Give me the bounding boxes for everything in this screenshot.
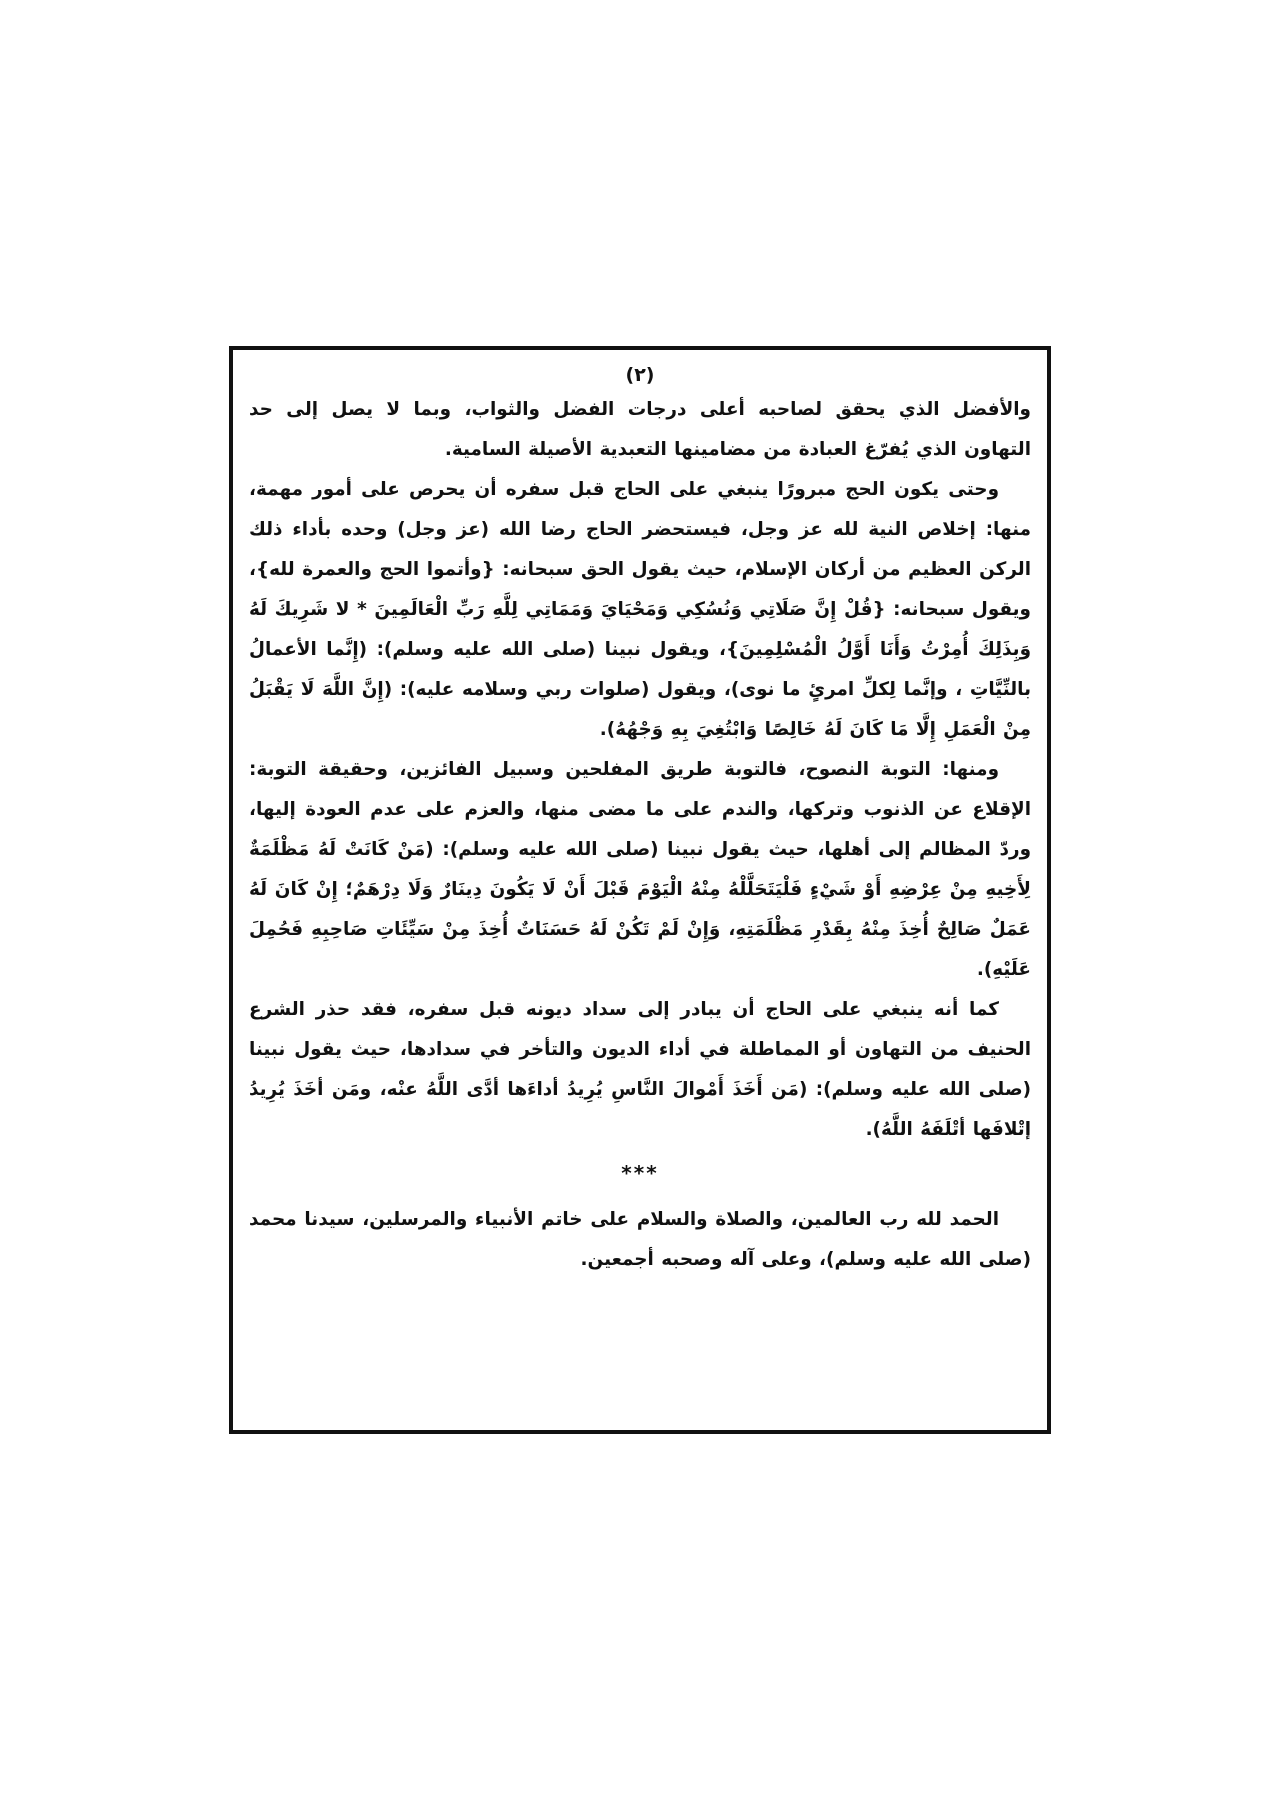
paragraph-repentance: ومنها: التوبة النصوح، فالتوبة طريق المفلحين وسبيل الفائزين، وحقيقة التوبة: الإقلاع عن الذنوب وتركها، والندم على ما مضى منها، والعزم على عدم العودة إليها، وردّ المظالم إلى أهلها، حيث يقول نبينا (صلى الله عليه وسلم): (مَنْ كَانَتْ لَهُ مَظْلَمَةٌ لِأَخِيهِ مِنْ عِرْضِهِ أَوْ شَيْءٍ فَلْيَتَحَلَّلْهُ مِنْهُ الْيَوْمَ قَبْلَ أَنْ لَا يَكُونَ دِينَارٌ وَلَا دِرْهَمٌ؛ إِنْ كَانَ لَهُ عَمَلٌ صَالِحٌ أُخِذَ مِنْهُ بِقَدْرِ مَظْلَمَتِهِ، وَإِنْ لَمْ تَكُنْ لَهُ حَسَنَاتٌ أُخِذَ مِنْ سَيِّئَاتِ صَاحِبِهِ فَحُمِلَ عَلَيْهِ). <box>249 759 1031 980</box>
paragraph-intention: وحتى يكون الحج مبرورًا ينبغي على الحاج قبل سفره أن يحرص على أمور مهمة، منها: إخلاص النية لله عز وجل، فيستحضر الحاج رضا الله (عز وجل) وحده بأداء ذلك الركن العظيم من أركان الإسلام، حيث يقول الحق سبحانه: {وأتموا الحج والعمرة لله}، ويقول سبحانه: {قُلْ إِنَّ صَلَاتِي وَنُسُكِي وَمَحْيَايَ وَمَمَاتِي لِلَّهِ رَبِّ الْعَالَمِينَ * لا شَرِيكَ لَهُ وَبِذَلِكَ أُمِرْتُ وَأَنَا أَوَّلُ الْمُسْلِمِينَ}، ويقول نبينا (صلى الله عليه وسلم): (إِنَّما الأعمالُ بالنِّيَّاتِ ، وإنَّما لِكلِّ امرئٍ ما نوى)، ويقول (صلوات ربي وسلامه عليه): (إِنَّ اللَّهَ لَا يَقْبَلُ مِنْ الْعَمَلِ إِلَّا مَا كَانَ لَهُ خَالِصًا وَابْتُغِيَ بِهِ وَجْهُهُ). <box>249 479 1031 740</box>
paragraph-debts: كما أنه ينبغي على الحاج أن يبادر إلى سداد ديونه قبل سفره، فقد حذر الشرع الحنيف من التهاون أو المماطلة في أداء الديون والتأخر في سدادها، حيث يقول نبينا (صلى الله عليه وسلم): (مَن أَخَذَ أَمْوالَ النَّاسِ يُرِيدُ أداءَها أدَّى اللَّهُ عنْه، ومَن أخَذَ يُرِيدُ إتْلافَها أتْلَفَهُ اللَّهُ). <box>249 999 1031 1140</box>
section-separator: *** <box>621 1161 659 1185</box>
page-number: (٢) <box>625 364 655 386</box>
closing-paragraph: الحمد لله رب العالمين، والصلاة والسلام على خاتم الأنبياء والمرسلين، سيدنا محمد (صلى الله عليه وسلم)، وعلى آله وصحبه أجمعين. <box>249 1209 1031 1270</box>
page-frame <box>229 346 1051 1434</box>
paragraph-continuation: والأفضل الذي يحقق لصاحبه أعلى درجات الفضل والثواب، وبما لا يصل إلى حد التهاون الذي يُفرّغ العبادة من مضامينها التعبدية الأصيلة السامية. <box>249 399 1031 460</box>
